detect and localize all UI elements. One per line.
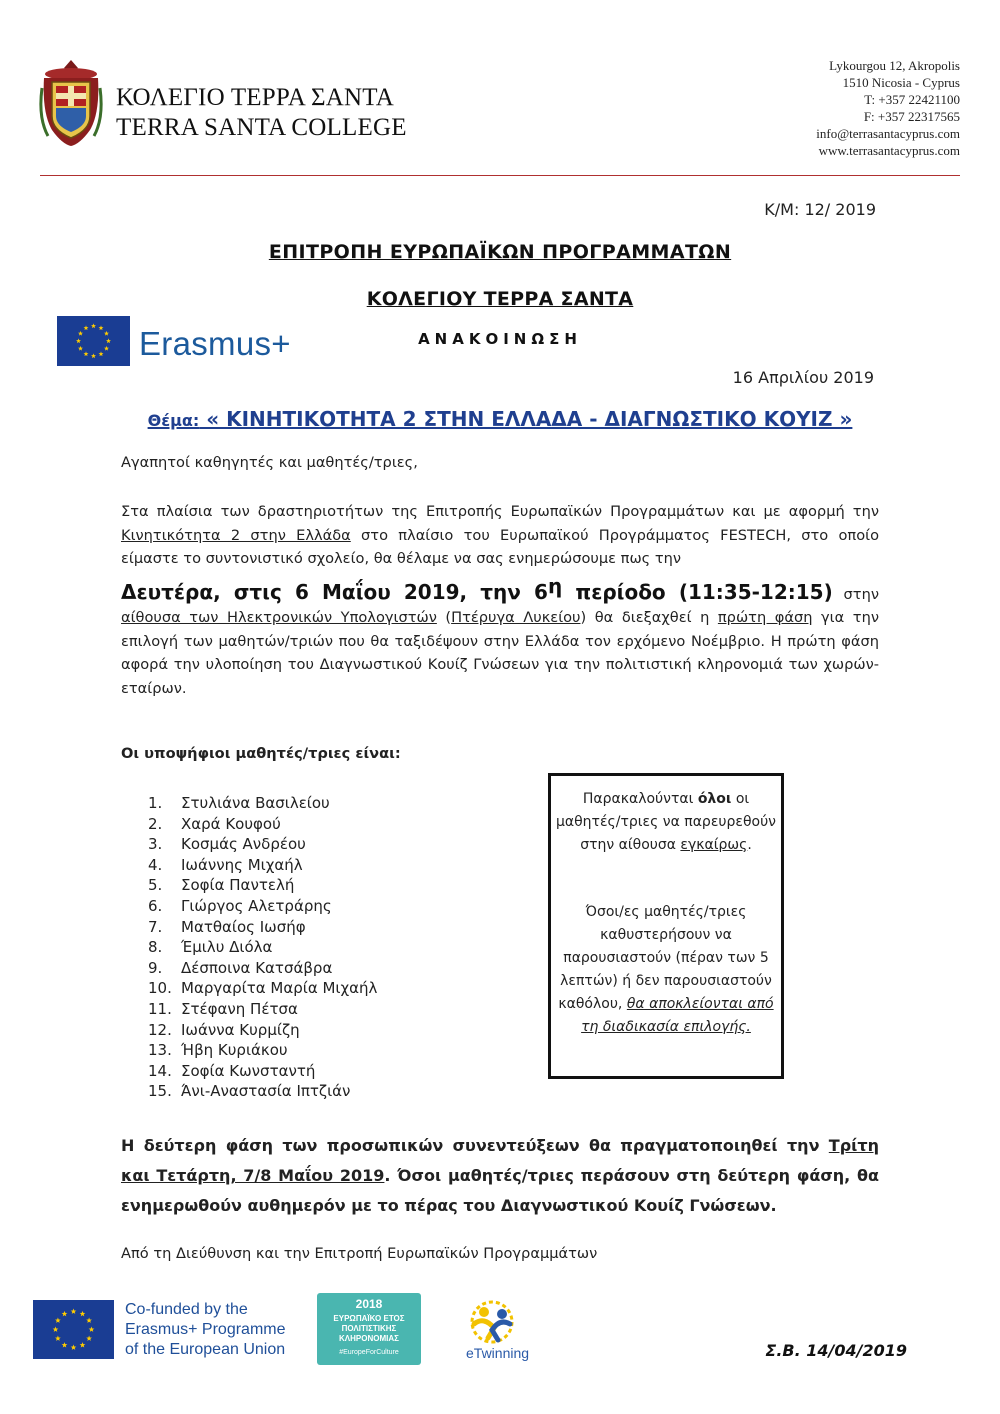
candidate-name: Σοφία Παντελή [181,876,295,895]
college-name-english: TERRA SANTA COLLEGE [116,114,407,141]
heritage-year: 2018 [355,1297,383,1311]
item-number: 1. [148,794,163,812]
candidate-name: Ιωάννης Μιχαήλ [181,855,303,874]
exclusion-warning: θα αποκλείονται από τη διαδικασία επιλογής. [581,996,774,1035]
text-run: . Όσοι μαθητές/τριες περάσουν στη δεύτερη φάση, θα ενημερωθούν αυθημερόν με το πέρας του Διαγνωστικού Κουίζ Γνώσεων. [121,1166,880,1215]
phone-line: T: +357 22421100 [864,92,960,107]
title-college: ΚΟΛΕΓΙΟΥ ΤΕΡΡΑ ΣΑΝΤΑ [366,288,634,310]
greeting: Αγαπητοί καθηγητές και μαθητές/τριες, [121,454,418,471]
candidate-name: Γιώργος Αλετράρης [181,896,332,915]
room-name: αίθουσα των Ηλεκτρονικών Υπολογιστών [121,609,437,627]
item-number: 11. [148,999,172,1018]
text-run: Παρακαλούνται [582,791,698,807]
heritage-line: ΕΥΡΩΠΑΪΚΟ ΕΤΟΣ [333,1314,405,1323]
list-item [148,1061,377,1082]
signature-date: Σ.Β. 14/04/2019 [765,1341,907,1360]
item-number: 3. [148,835,163,854]
heritage-line: ΠΟΛΙΤΙΣΤΙΚΗΣ [341,1324,397,1333]
list-item [148,875,377,896]
candidate-name: Ήβη Κυριάκου [181,1041,288,1060]
text-run: στην [832,585,879,603]
item-number: 7. [148,917,163,936]
college-crest-logo [38,58,104,148]
event-date: , στις 6 Μαΐου 2019 [213,579,460,604]
sign-off: Από τη Διεύθυνση και την Επιτροπή Ευρωπαϊκών Προγραμμάτων [121,1245,598,1262]
main-paragraph [121,500,879,700]
notice-late-warning [551,901,781,1039]
header-divider [40,175,960,176]
list-item [148,937,377,958]
second-phase-paragraph [121,1131,879,1221]
website-line: www.terrasantacyprus.com [818,143,960,158]
list-item [148,1081,377,1102]
candidate-name: Στέφανη Πέτσα [181,999,298,1018]
email-line: info@terrasantacyprus.com [816,126,960,141]
item-number: 8. [148,938,163,957]
list-item [148,917,377,938]
candidate-name: Δέσποινα Κατσάβρα [181,958,333,977]
candidates-heading: Οι υποψήφιοι μαθητές/τριες είναι: [121,745,401,762]
candidate-name: Έμιλυ Διόλα [181,938,273,957]
subject-line [0,407,1000,431]
title-committee: ΕΠΙΤΡΟΠΗ ΕΥΡΩΠΑΪΚΩΝ ΠΡΟΓΡΑΜΜΑΤΩΝ [268,241,732,263]
interview-dates: Τρίτη και Τετάρτη, 7/8 Μαΐου 2019 [121,1136,879,1185]
item-number: 13. [148,1041,172,1060]
item-number: 9. [148,958,163,977]
list-item [148,814,377,835]
emphasis-on-time: εγκαίρως [680,837,748,853]
item-number: 4. [148,855,163,874]
candidate-name: Κοσμάς Ανδρέου [181,835,306,854]
text-run: Στα πλαίσια των δραστηριοτήτων της Επιτροπής Ευρωπαϊκών Προγραμμάτων και με αφορμή την [121,503,879,520]
item-number: 6. [148,896,163,915]
candidate-name: Χαρά Κουφού [181,814,281,833]
eu-flag-icon [57,316,130,366]
text-run: . [747,837,752,853]
candidate-name: Σοφία Κωνσταντή [181,1061,316,1080]
text-run: Η δεύτερη φάση των προσωπικών συνεντεύξεων θα πραγματοποιηθεί την [121,1136,829,1155]
list-item [148,958,377,979]
heritage-year-logo [317,1293,421,1365]
document-date: 16 Απριλίου 2019 [732,368,874,387]
event-day: Δευτέρα [121,579,214,604]
item-number: 12. [148,1020,172,1039]
item-number: 14. [148,1061,172,1080]
mobility-link-text: Κινητικότητα 2 στην Ελλάδα [121,526,351,544]
notice-attendance [551,788,781,857]
text-run: ) θα διεξαχθεί η [580,609,718,627]
announcement-heading: ΑΝΑΚΟΙΝΩΣΗ [418,330,582,348]
text-run: στο πλαίσιο του Ευρωπαϊκού Προγράμματος FESTECH, στο οποίο είμαστε το συντονιστικό σχολείο, θα θέλαμε να σας ενημερώσουμε πως την [121,526,879,567]
notice-box [548,773,784,1079]
etwinning-icon [460,1298,524,1346]
list-item [148,793,377,814]
candidates-list [148,793,377,1102]
list-item [148,1020,377,1041]
heritage-line: ΚΛΗΡΟΝΟΜΙΑΣ [339,1334,399,1343]
address-line: 1510 Nicosia - Cyprus [842,75,960,90]
list-item [148,978,377,999]
item-number: 15. [148,1082,172,1101]
candidate-name: Ιωάννα Κυρμίζη [181,1020,300,1039]
address-block [640,57,960,159]
cofunded-text [125,1300,286,1360]
text-run: για την επιλογή των μαθητών/τριών που θα ταξιδέψουν στην Ελλάδα τον ερχόμενο Νοέμβριο. Η πρώτη φάση αφορά την υλοποίηση του Διαγνωστικού Κουίζ Γνώσεων για την πολιτιστική κληρονομιά των χωρών-εταίρων. [121,609,879,697]
emphasis-all: όλοι [697,791,732,807]
item-number: 10. [148,979,172,998]
list-item [148,1040,377,1061]
cofunded-line: of the European Union [125,1341,286,1358]
subject-label: Θέμα: [147,411,200,430]
list-item [148,834,377,855]
item-number: 5. [148,876,163,895]
wing-name: Πτέρυγα Λυκείου [451,609,581,627]
address-line: Lykourgou 12, Akropolis [829,58,960,73]
fax-line: F: +357 22317565 [863,109,960,124]
list-item [148,855,377,876]
text-run: ( [436,609,452,627]
event-time: περίοδο (11:35-12:15) [562,579,833,604]
cofunded-line: Erasmus+ Programme [125,1321,286,1338]
candidate-name: Άνι-Αναστασία Ιπτζιάν [181,1082,351,1101]
text-run: Όσοι/ες μαθητές/τριες καθυστερήσουν να παρουσιαστούν (πέραν των 5 λεπτών) ή δεν παρουσιαστούν καθόλου, [558,904,772,1012]
item-number: 2. [148,814,163,833]
candidate-name: Μαργαρίτα Μαρία Μιχαήλ [181,979,378,998]
etwinning-text: eTwinning [466,1345,530,1361]
heritage-hashtag: #EuropeForCulture [339,1349,399,1356]
list-item [148,999,377,1020]
candidate-name: Ματθαίος Ιωσήφ [181,917,306,936]
reference-number: Κ/Μ: 12/ 2019 [764,200,876,219]
college-name-greek: ΚΟΛΕΓΙΟ ΤΕΡΡΑ ΣΑΝΤΑ [116,84,395,111]
eu-flag-icon [33,1300,114,1359]
first-phase-text: πρώτη φάση [717,609,813,627]
erasmus-logo-text: Erasmus+ [139,325,291,362]
list-item [148,896,377,917]
event-period: , την 6 [459,579,548,604]
superscript: η [547,573,563,598]
candidate-name: Στυλιάνα Βασιλείου [181,794,330,812]
subject-text: « ΚΙΝΗΤΙΚΟΤΗΤΑ 2 ΣΤΗΝ ΕΛΛΑΔΑ - ΔΙΑΓΝΩΣΤΙΚΟ ΚΟΥΙΖ » [199,407,853,431]
text-run: οι μαθητές/τριες να παρευρεθούν στην αίθουσα [555,791,776,853]
cofunded-line: Co-funded by the [125,1301,248,1318]
